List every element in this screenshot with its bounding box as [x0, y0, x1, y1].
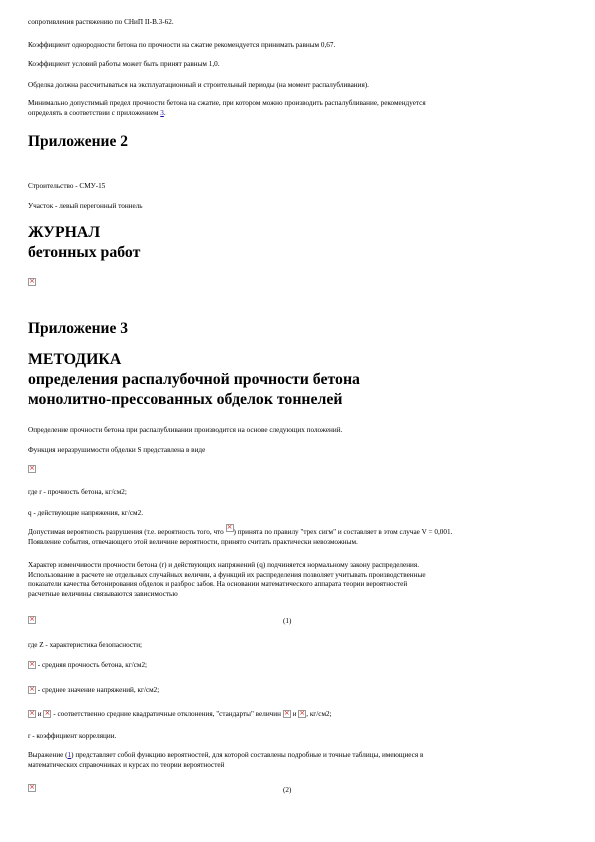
paragraph-text: Использование в расчете не отдельных случайных величин, а функций их распределения позволяет учитывать производственные: [28, 570, 426, 579]
section-line: Участок - левый перегонный тоннель: [28, 202, 143, 210]
mean-strength-line: [28, 661, 147, 671]
equation-1-link[interactable]: 1: [67, 751, 72, 759]
broken-image-icon: [28, 661, 36, 669]
paragraph-text: расчетные величины связываются зависимостью: [28, 589, 178, 598]
paragraph: Функция неразрушимости обделки S представлена в виде: [28, 446, 206, 454]
broken-image-icon: [28, 784, 36, 792]
mean-stress-line: [28, 686, 159, 696]
paragraph-text: показатели качества бетонирования обделок и разброс забоя. На основании математического аппарата теории вероятностей: [28, 580, 408, 588]
paragraph-text: - соответственно средние квадратичные отклонения, "стандарты" величин: [53, 710, 281, 718]
paragraph: Определение прочности бетона при распалубливании производится на основе следующих положений.: [28, 426, 343, 434]
paragraph-text: Выражение (: [28, 751, 68, 759]
paragraph-expression: [28, 751, 423, 770]
appendix-3-link[interactable]: 3: [160, 108, 164, 117]
paragraph-text: .: [163, 108, 166, 117]
broken-image-icon: [28, 465, 36, 473]
paragraph: q - действующие напряжения, кг/см2.: [28, 509, 143, 517]
broken-image-icon: [28, 710, 36, 718]
appendix-2-heading: Приложение 2: [28, 133, 128, 150]
broken-image-icon: [28, 686, 36, 694]
broken-image-icon: [43, 710, 51, 718]
equation-number: (1): [283, 617, 292, 625]
paragraph-text: определять в соответствии с приложением: [28, 108, 161, 117]
broken-image-icon: [283, 710, 291, 718]
equation-number: (2): [283, 786, 292, 794]
journal-title-line: ЖУРНАЛ: [28, 224, 101, 241]
paragraph: Коэффициент условий работы может быть принят равным 1,0.: [28, 60, 220, 68]
paragraph: где Z - характеристика безопасности;: [28, 641, 143, 649]
paragraph: сопротивления растяжению по СНиП II-В.3-62.: [28, 18, 174, 26]
methodology-title-line: МЕТОДИКА: [28, 351, 122, 368]
paragraph-text: , кг/см2;: [306, 710, 332, 718]
paragraph-text: ) принята по правилу "трех сигм" и составляет в этом случае V = 0,001.: [233, 528, 453, 536]
paragraph-text: - средняя прочность бетона, кг/см2;: [37, 661, 148, 669]
paragraph-text: Минимально допустимый предел прочности бетона на сжатие, при котором можно производить распалубливание, рекомендуется: [28, 99, 426, 107]
paragraph: Обделка должна рассчитываться на эксплуатационный и строительный периоды (на момент распалубливания).: [28, 81, 369, 89]
journal-title-line: бетонных работ: [28, 244, 141, 261]
paragraph: где r - прочность бетона, кг/см2;: [28, 488, 127, 496]
methodology-title: [28, 350, 360, 410]
appendix-3-heading: Приложение 3: [28, 320, 128, 337]
paragraph-text: Появление события, отвечающего этой величине вероятности, принято считать практически невозможным.: [28, 537, 358, 546]
paragraph-text: - среднее значение напряжений, кг/см2;: [37, 686, 160, 694]
broken-image-icon: [298, 710, 306, 718]
paragraph-text: и: [292, 710, 297, 718]
paragraph-text: математических справочниках и курсах по теории вероятностей: [28, 760, 225, 769]
std-deviation-line: [28, 710, 332, 720]
paragraph: r - коэффициент корреляции.: [28, 732, 117, 740]
journal-title: [28, 223, 140, 263]
paragraph: Коэффициент однородности бетона по прочности на сжатие рекомендуется принимать равным 0,67.: [28, 41, 336, 49]
paragraph-text: Допустимая вероятность разрушения (т.е. вероятность того, что: [28, 528, 224, 536]
methodology-title-line: определения распалубочной прочности бетона: [28, 371, 360, 388]
paragraph-text: и: [37, 710, 42, 718]
paragraph-text: ) представляет собой функцию вероятностей, для которой составлены подробные и точные таблицы, имеющиеся в: [71, 751, 424, 759]
methodology-title-line: монолитно-прессованных обделок тоннелей: [28, 391, 343, 408]
paragraph-min-strength: [28, 99, 426, 118]
construction-line: Строительство - СМУ-15: [28, 182, 106, 190]
paragraph-variability: [28, 561, 426, 599]
broken-image-icon: [28, 616, 36, 624]
paragraph-probability: [28, 528, 452, 547]
broken-image-icon: [226, 524, 234, 532]
broken-image-icon: [28, 278, 36, 286]
paragraph-text: Характер изменчивости прочности бетона (r) и действующих напряжений (q) подчиняется нормальному закону распределения.: [28, 561, 419, 569]
